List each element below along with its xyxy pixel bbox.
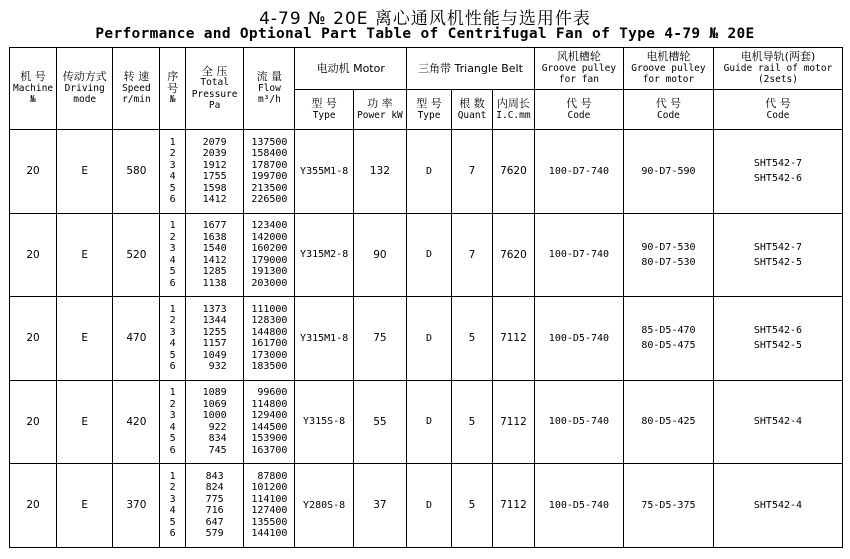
stack-line: 127400 (251, 505, 288, 517)
header-fan-pulley: 风机槽轮 Groove pulley for fan (534, 48, 623, 90)
header-belt-length: 内周长 I.C.mm (492, 90, 534, 130)
stack-line: 183500 (251, 361, 288, 373)
stack-line: 1912 (202, 159, 227, 171)
stack-line: 745 (208, 444, 227, 456)
stack-line: 4 (169, 338, 176, 350)
stack-line: 101200 (251, 482, 288, 494)
stack-line: 1089 (202, 387, 227, 399)
driving-cell: E (57, 130, 113, 214)
stack-line: 2 (169, 315, 176, 327)
stack-line: 6 (169, 528, 176, 540)
fan-pulley-cell: 100-D5-740 (534, 464, 623, 548)
belt-type-cell: D (407, 130, 452, 214)
stack-line: 226500 (251, 194, 288, 206)
stack-line: 75-D5-375 (641, 499, 696, 511)
stack-line: 2039 (202, 148, 227, 160)
motor-pulley-cell (623, 380, 713, 464)
stack-line: 163700 (251, 444, 288, 456)
power-cell: 75 (353, 297, 406, 381)
fan-pulley-cell: 100-D7-740 (534, 213, 623, 297)
stack-line: 6 (169, 361, 176, 373)
stack-line: 2 (169, 231, 176, 243)
table-row (10, 130, 843, 214)
header-motor-pulley-code: 代 号 Code (623, 90, 713, 130)
stack-line: 129400 (251, 410, 288, 422)
stack-line: 80-D5-425 (641, 416, 696, 428)
stack-line: 5 (169, 182, 176, 194)
stack-line: 99600 (257, 387, 288, 399)
stack-line: 5 (169, 266, 176, 278)
header-flow: 流 量 Flow m³/h (244, 48, 295, 130)
stack-line: 114100 (251, 493, 288, 505)
stack-line: 161700 (251, 338, 288, 350)
stack-line: 824 (205, 482, 224, 494)
driving-cell: E (57, 297, 113, 381)
stack-line: 142000 (251, 231, 288, 243)
stack-line: 1049 (202, 349, 227, 361)
stack-line: 144100 (251, 528, 288, 540)
stack-line: 2 (169, 148, 176, 160)
stack-line: 1255 (202, 326, 227, 338)
header-belt-quant: 根 数 Quant (452, 90, 493, 130)
rail-cell (713, 130, 842, 214)
stack-line: 4 (169, 254, 176, 266)
header-motor-type: 型 号 Type (295, 90, 353, 130)
seq-cell (160, 380, 186, 464)
stack-line: 4 (169, 421, 176, 433)
stack-line: 579 (205, 528, 224, 540)
machine-cell: 20 (10, 213, 57, 297)
belt-type-cell: D (407, 380, 452, 464)
stack-line: 1344 (202, 315, 227, 327)
header-total-pressure: 全 压 Total Pressure Pa (185, 48, 243, 130)
motor-pulley-cell (623, 213, 713, 297)
stack-line: 834 (208, 433, 227, 445)
belt-length-cell: 7620 (492, 213, 534, 297)
stack-line: 1755 (202, 171, 227, 183)
stack-line: 5 (169, 349, 176, 361)
speed-cell: 470 (113, 297, 160, 381)
stack-line: SHT542-5 (753, 256, 803, 268)
stack-line: 5 (169, 516, 176, 528)
stack-line: 1157 (202, 338, 227, 350)
seq-cell (160, 464, 186, 548)
stack-line: 647 (205, 516, 224, 528)
header-motor: 电动机 Motor (295, 48, 407, 90)
belt-type-cell: D (407, 297, 452, 381)
header-motor-pulley: 电机槽轮 Groove pulley for motor (623, 48, 713, 90)
stack-line: SHT542-7 (753, 241, 803, 253)
belt-quant-cell: 7 (452, 130, 493, 214)
stack-line: 1 (169, 136, 176, 148)
stack-line: 123400 (251, 220, 288, 232)
table-row (10, 380, 843, 464)
belt-type-cell: D (407, 213, 452, 297)
stack-line: 178700 (251, 159, 288, 171)
stack-line: 1069 (202, 398, 227, 410)
stack-line: 137500 (251, 136, 288, 148)
header-speed: 转 速 Speed r/min (113, 48, 160, 130)
power-cell: 55 (353, 380, 406, 464)
motor-pulley-cell (623, 464, 713, 548)
pressure-cell (185, 380, 243, 464)
motor-type-cell: Y355M1-8 (295, 130, 353, 214)
stack-line: 80-D7-530 (641, 256, 696, 268)
motor-pulley-cell (623, 130, 713, 214)
motor-type-cell: Y315S-8 (295, 380, 353, 464)
motor-type-cell: Y315M2-8 (295, 213, 353, 297)
flow-cell (244, 130, 295, 214)
stack-line: 2 (169, 398, 176, 410)
stack-line: 135500 (251, 516, 288, 528)
stack-line: 80-D5-475 (641, 340, 696, 352)
stack-line: 158400 (251, 148, 288, 160)
flow-cell (244, 464, 295, 548)
header-belt-type: 型 号 Type (407, 90, 452, 130)
flow-cell (244, 380, 295, 464)
belt-quant-cell: 5 (452, 297, 493, 381)
stack-line: 144800 (251, 326, 288, 338)
stack-line: 213500 (251, 182, 288, 194)
rail-cell (713, 380, 842, 464)
stack-line: 173000 (251, 349, 288, 361)
seq-cell (160, 213, 186, 297)
driving-cell: E (57, 380, 113, 464)
pressure-cell (185, 130, 243, 214)
performance-table (9, 47, 843, 548)
rail-cell (713, 297, 842, 381)
table-row (10, 464, 843, 548)
stack-line: 191300 (251, 266, 288, 278)
stack-line: 843 (205, 470, 224, 482)
fan-pulley-cell: 100-D5-740 (534, 297, 623, 381)
stack-line: 6 (169, 194, 176, 206)
stack-line: 6 (169, 277, 176, 289)
stack-line: 160200 (251, 243, 288, 255)
stack-line: SHT542-7 (753, 158, 803, 170)
stack-line: 90-D7-530 (641, 241, 696, 253)
stack-line: 1540 (202, 243, 227, 255)
belt-quant-cell: 7 (452, 213, 493, 297)
fan-pulley-cell: 100-D7-740 (534, 130, 623, 214)
header-seq: 序 号 № (160, 48, 186, 130)
header-machine: 机 号 Machine № (10, 48, 57, 130)
fan-pulley-cell: 100-D5-740 (534, 380, 623, 464)
header-triangle-belt: 三角带 Triangle Belt (407, 48, 535, 90)
machine-cell: 20 (10, 464, 57, 548)
table-row (10, 213, 843, 297)
stack-line: SHT542-4 (753, 416, 803, 428)
stack-line: SHT542-6 (753, 173, 803, 185)
pressure-cell (185, 213, 243, 297)
stack-line: 3 (169, 493, 176, 505)
stack-line: 85-D5-470 (641, 325, 696, 337)
stack-line: 203000 (251, 277, 288, 289)
stack-line: 3 (169, 326, 176, 338)
motor-pulley-cell (623, 297, 713, 381)
stack-line: 6 (169, 444, 176, 456)
power-cell: 132 (353, 130, 406, 214)
stack-line: SHT542-5 (753, 340, 803, 352)
stack-line: 114800 (251, 398, 288, 410)
seq-cell (160, 297, 186, 381)
stack-line: 1638 (202, 231, 227, 243)
header-motor-power: 功 率 Power kW (353, 90, 406, 130)
machine-cell: 20 (10, 297, 57, 381)
stack-line: 111000 (251, 303, 288, 315)
rail-cell (713, 213, 842, 297)
stack-line: 3 (169, 159, 176, 171)
machine-cell: 20 (10, 380, 57, 464)
belt-type-cell: D (407, 464, 452, 548)
stack-line: 3 (169, 410, 176, 422)
stack-line: 1412 (202, 194, 227, 206)
belt-length-cell: 7112 (492, 464, 534, 548)
stack-line: 1 (169, 220, 176, 232)
stack-line: 199700 (251, 171, 288, 183)
belt-length-cell: 7112 (492, 297, 534, 381)
flow-cell (244, 297, 295, 381)
stack-line: SHT542-6 (753, 325, 803, 337)
power-cell: 37 (353, 464, 406, 548)
motor-type-cell: Y280S-8 (295, 464, 353, 548)
stack-line: 1598 (202, 182, 227, 194)
stack-line: 1412 (202, 254, 227, 266)
table-row (10, 297, 843, 381)
stack-line: 1285 (202, 266, 227, 278)
speed-cell: 420 (113, 380, 160, 464)
machine-cell: 20 (10, 130, 57, 214)
stack-line: 153900 (251, 433, 288, 445)
motor-type-cell: Y315M1-8 (295, 297, 353, 381)
stack-line: SHT542-4 (753, 499, 803, 511)
belt-length-cell: 7112 (492, 380, 534, 464)
pressure-cell (185, 297, 243, 381)
driving-cell: E (57, 464, 113, 548)
speed-cell: 370 (113, 464, 160, 548)
driving-cell: E (57, 213, 113, 297)
header-rail-code: 代 号 Code (713, 90, 842, 130)
stack-line: 775 (205, 493, 224, 505)
stack-line: 922 (208, 421, 227, 433)
stack-line: 87800 (257, 470, 288, 482)
stack-line: 1 (169, 303, 176, 315)
stack-line: 128300 (251, 315, 288, 327)
stack-line: 4 (169, 505, 176, 517)
page-title-cn: 4-79 № 20E 离心通风机性能与选用件表 (259, 9, 591, 29)
power-cell: 90 (353, 213, 406, 297)
speed-cell: 520 (113, 213, 160, 297)
stack-line: 1 (169, 470, 176, 482)
stack-line: 1677 (202, 220, 227, 232)
stack-line: 1 (169, 387, 176, 399)
stack-line: 144500 (251, 421, 288, 433)
seq-cell (160, 130, 186, 214)
page-title-en: Performance and Optional Part Table of Centrifugal Fan of Type 4-79 № 20E (95, 26, 755, 42)
belt-length-cell: 7620 (492, 130, 534, 214)
pressure-cell (185, 464, 243, 548)
stack-line: 4 (169, 171, 176, 183)
stack-line: 2079 (202, 136, 227, 148)
speed-cell: 580 (113, 130, 160, 214)
stack-line: 1138 (202, 277, 227, 289)
stack-line: 932 (208, 361, 227, 373)
stack-line: 1373 (202, 303, 227, 315)
header-guide-rail: 电机导轨(两套) Guide rail of motor (2sets) (713, 48, 842, 90)
belt-quant-cell: 5 (452, 380, 493, 464)
stack-line: 90-D7-590 (641, 165, 696, 177)
stack-line: 2 (169, 482, 176, 494)
stack-line: 716 (205, 505, 224, 517)
belt-quant-cell: 5 (452, 464, 493, 548)
rail-cell (713, 464, 842, 548)
header-fan-pulley-code: 代 号 Code (534, 90, 623, 130)
stack-line: 3 (169, 243, 176, 255)
header-driving-mode: 传动方式 Driving mode (57, 48, 113, 130)
stack-line: 1000 (202, 410, 227, 422)
stack-line: 179000 (251, 254, 288, 266)
flow-cell (244, 213, 295, 297)
stack-line: 5 (169, 433, 176, 445)
